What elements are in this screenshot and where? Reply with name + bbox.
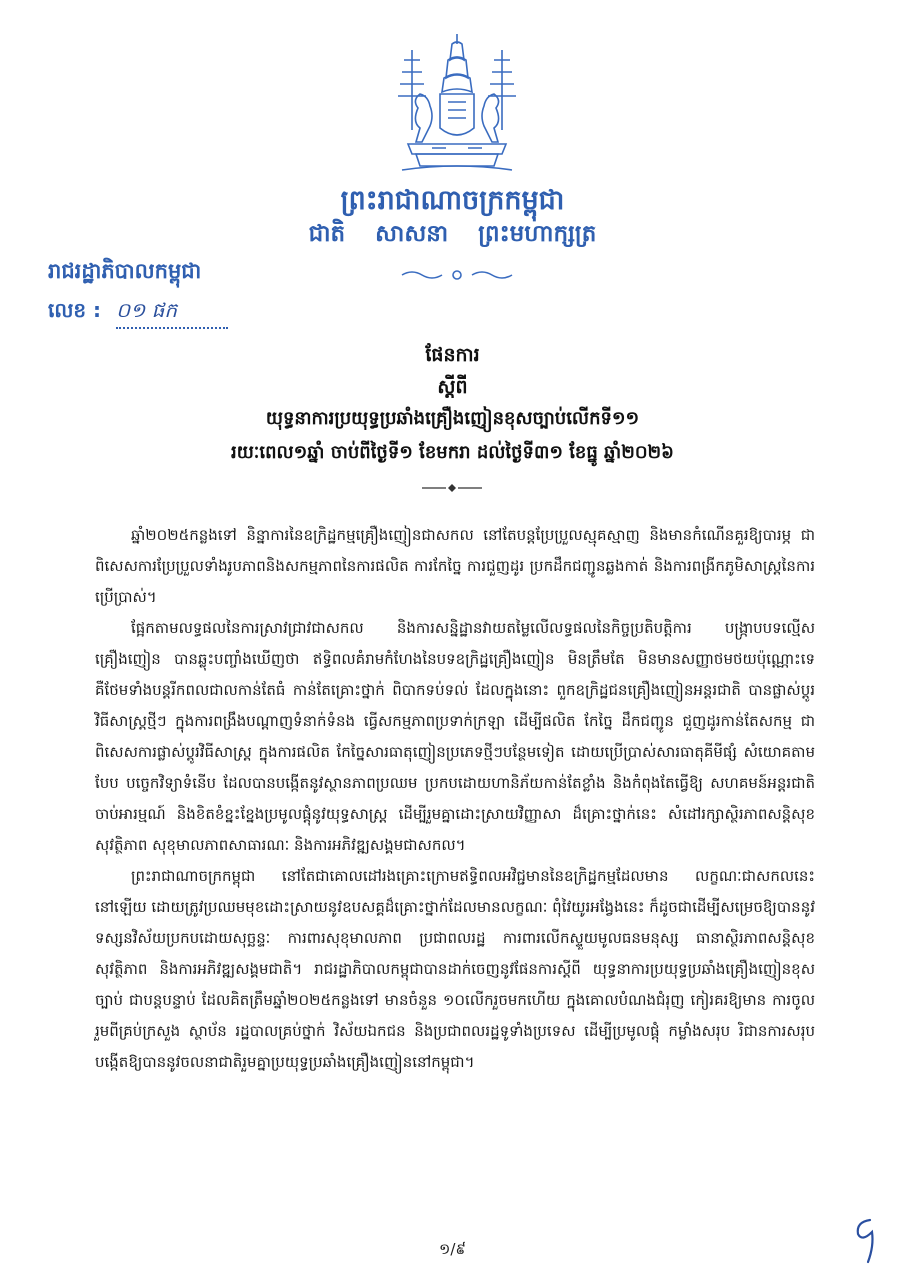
document-period: រយៈពេល១ឆ្នាំ ចាប់ពីថ្ងៃទី១ ខែមករា ដល់ថ្ងៃទី៣១ ខែធ្នូ ឆ្នាំ២០២៦ <box>231 442 674 463</box>
kingdom-title: ព្រះរាជាណាចក្រកម្ពុជា <box>340 185 565 216</box>
document-subject: យុទ្ធនាការប្រយុទ្ធប្រឆាំងគ្រឿងញៀនខុសច្បាប់លើកទី១១ <box>265 408 640 429</box>
royal-coat-of-arms-icon <box>382 30 532 180</box>
reference-label: លេខ : <box>48 298 102 322</box>
government-name: រាជរដ្ឋាភិបាលកម្ពុជា <box>48 259 202 283</box>
document-subject-label: ស្ដីពី <box>437 376 468 398</box>
decorative-divider-icon <box>398 268 516 282</box>
handwritten-initial-icon <box>848 1212 884 1266</box>
national-motto: ជាតិ សាសនា ព្រះមហាក្សត្រ <box>308 221 597 247</box>
document-body <box>95 520 815 1078</box>
reference-number-row <box>48 297 228 329</box>
paragraph: ព្រះរាជាណាចក្រកម្ពុជា នៅតែជាគោលដៅរងគ្រោះក្រោមឥទ្ធិពលអវិជ្ជមាននៃឧក្រិដ្ឋកម្មដែលមាន លក្ខណៈជាសកលនេះនៅឡើយ ដោយត្រូវប្រឈមមុខដោះស្រាយនូវឧបសគ្គដ៏គ្រោះថ្នាក់ដែលមានលក្ខណៈ ពុំវៃយូរអង្វែងនេះ ក៏ដូចជាដើម្បីសម្រេចឱ្យបាននូវទស្សនវិស័យប្រកបដោយសុច្ឆន្ទៈ ការពារសុខុមាលភាព ប្រជាពលរដ្ឋ ការពារលើកស្ទួយមូលធនមនុស្ស ធានាស្ថិរភាពសន្តិសុខ សុវត្ថិភាព និងការអភិវឌ្ឍសង្គមជាតិ។ រាជរដ្ឋាភិបាលកម្ពុជាបានដាក់ចេញនូវផែនការស្ដីពី យុទ្ធនាការប្រយុទ្ធប្រឆាំងគ្រឿងញៀនខុសច្បាប់ ជាបន្តបន្ទាប់ ដែលគិតត្រឹមឆ្នាំ២០២៥កន្លងទៅ មានចំនួន ១០លើករួចមកហើយ ក្នុងគោលបំណងជំរុញ កៀរគរឱ្យមាន ការចូលរួមពីគ្រប់ក្រសួង ស្ថាប័ន រដ្ឋបាលគ្រប់ថ្នាក់ វិស័យឯកជន និងប្រជាពលរដ្ឋទូទាំងប្រទេស ដើម្បីប្រមូលផ្ដុំ កម្លាំងសរុប រិជានការសរុប បង្កើតឱ្យបាននូវចលនាជាតិរួមគ្នាប្រយុទ្ធប្រឆាំងគ្រឿងញៀននៅកម្ពុជា។ <box>95 867 815 1071</box>
title-divider <box>420 483 484 493</box>
paragraph: ឆ្នាំ២០២៥កន្លងទៅ និន្នាការនៃឧក្រិដ្ឋកម្មគ្រឿងញៀនជាសកល នៅតែបន្តប្រែប្រួលស្មុគស្មាញ និងមានកំណើនគួរឱ្យបារម្ភ ជាពិសេសការប្រែប្រួលទាំងរូបភាពនិងសកម្មភាពនៃការផលិត ការកែច្នៃ ការជួញដូរ ប្រកដឹកជញ្ជូនឆ្លងកាត់ និងការពង្រីកភូមិសាស្ត្រនៃការប្រើប្រាស់។ <box>95 526 815 606</box>
reference-number: ០១ ផក <box>116 297 228 329</box>
document-title: ផែនការ <box>425 344 480 366</box>
paragraph: ផ្អែកតាមលទ្ធផលនៃការស្រាវជ្រាវជាសកល និងការសន្និដ្ឋានវាយតម្លៃលើលទ្ធផលនៃកិច្ចប្រតិបត្តិការ បង្ក្រាបបទល្មើសគ្រឿងញៀន បានឆ្លុះបញ្ចាំងឃើញថា ឥទ្ធិពលគំរាមកំហែងនៃបទឧក្រិដ្ឋគ្រឿងញៀន មិនត្រឹមតែ មិនមានសញ្ញាថមថយប៉ុណ្ណោះទេ គឺថែមទាំងបន្តរីកពលជាលកាន់តែធំ កាន់តែគ្រោះថ្នាក់ ពិបាកទប់ទល់ ដែលក្នុងនោះ ពួកឧក្រិដ្ឋជនគ្រឿងញៀនអន្តរជាតិ បានផ្លាស់ប្ដូរវិធីសាស្ត្រថ្មីៗ ក្នុងការពង្រឹងបណ្ដាញទំនាក់ទំនង ធ្វើសកម្មភាពប្រទាក់ក្រឡា ដើម្បីផលិត កែច្នៃ ដឹកជញ្ជូន ជួញដូរកាន់តែសកម្ម ជាពិសេសការផ្លាស់ប្ដូរវិធីសាស្ត្រ ក្នុងការផលិត កែច្នៃសារធាតុញៀនប្រភេទថ្មីៗបន្ថែមទៀត ដោយប្រើប្រាស់សារធាតុគីមីផ្សំ សំយោគតាមបែប បច្ចេកវិទ្យាទំនើប ដែលបានបង្កើតនូវស្ថានភាពប្រឈម ប្រកបដោយហានិភ័យកាន់តែខ្លាំង និងកំពុងតែធ្វើឱ្យ សហគមន៍អន្តរជាតិចាប់អារម្មណ៍ និងខិតខំខ្នះខ្នែងប្រមូលផ្ដុំនូវយុទ្ធសាស្ត្រ ដើម្បីរួមគ្នាដោះស្រាយវិញ្ញាសា ដ៏គ្រោះថ្នាក់នេះ សំដៅរក្សាស្ថិរភាពសន្តិសុខ សុវត្ថិភាព សុខុមាលភាពសាធារណៈ និងការអភិវឌ្ឍសង្គមជាសកល។ <box>95 619 815 854</box>
page-number: ១/៩ <box>438 1240 467 1258</box>
